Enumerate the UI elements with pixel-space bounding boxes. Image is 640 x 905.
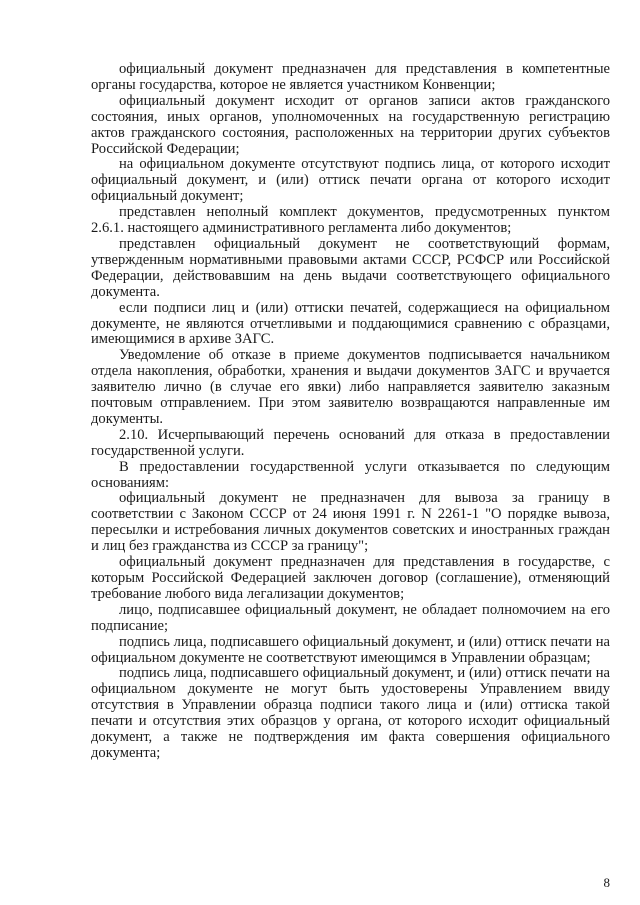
- paragraph: официальный документ исходит от органов записи актов гражданского состояния, иных органов, уполномоченных на государственную регистрацию актов гражданского состояния, расположенных на территории других субъектов Российской Федерации;: [91, 92, 610, 157]
- section-heading: 2.10. Исчерпывающий перечень оснований для отказа в предоставлении государственной услуги.: [91, 426, 610, 459]
- paragraph: лицо, подписавшее официальный документ, не обладает полномочием на его подписание;: [91, 601, 610, 634]
- paragraph: представлен официальный документ не соответствующий формам, утвержденным нормативными правовыми актами СССР, РСФСР или Российской Федерации, действовавшим на день выдачи соответствующего официального документа.: [91, 235, 610, 300]
- paragraph: официальный документ предназначен для представления в компетентные органы государства, которое не является участником Конвенции;: [91, 61, 610, 93]
- document-body: [91, 62, 610, 762]
- paragraph: если подписи лиц и (или) оттиски печатей, содержащиеся на официальном документе, не являются отчетливыми и поддающимися сравнению с образцами, имеющимися в архиве ЗАГС.: [91, 299, 610, 348]
- paragraph: представлен неполный комплект документов, предусмотренных пунктом 2.6.1. настоящего административного регламента либо документов;: [91, 204, 610, 237]
- paragraph: официальный документ не предназначен для вывоза за границу в соответствии с Законом СССР от 24 июня 1991 г. N 2261-1 "О порядке вывоза, пересылки и истребования личных документов советских и иностранных граждан и лиц без гражданства из СССР за границу";: [91, 490, 610, 555]
- paragraph: на официальном документе отсутствуют подпись лица, от которого исходит официальный документ, и (или) оттиск печати органа от которого исходит официальный документ;: [91, 156, 610, 205]
- paragraph: В предоставлении государственной услуги отказывается по следующим основаниям:: [91, 458, 610, 491]
- paragraph: подпись лица, подписавшего официальный документ, и (или) оттиск печати на официальном документе не могут быть удостоверены Управлением ввиду отсутствия в Управлении образца подписи такого лица и (или) оттиска такой печати и отсутствия этих образцов у органа, от которого исходит официальный документ, а также не подтверждения им факта совершения официального документа;: [91, 665, 610, 761]
- page-number: 8: [603, 875, 610, 890]
- paragraph: подпись лица, подписавшего официальный документ, и (или) оттиск печати на официальном документе не соответствуют имеющимся в Управлении образцам;: [91, 633, 610, 666]
- paragraph: Уведомление об отказе в приеме документов подписывается начальником отдела накопления, обработки, хранения и выдачи документов ЗАГС и вручается заявителю лично (в случае его явки) либо направляется заявителю заказным почтовым отправлением. При этом заявителю возвращаются направленные им документы.: [91, 347, 610, 427]
- paragraph: официальный документ предназначен для представления в государстве, с которым Российской Федерацией заключен договор (соглашение), отменяющий требование любого вида легализации документов;: [91, 554, 610, 602]
